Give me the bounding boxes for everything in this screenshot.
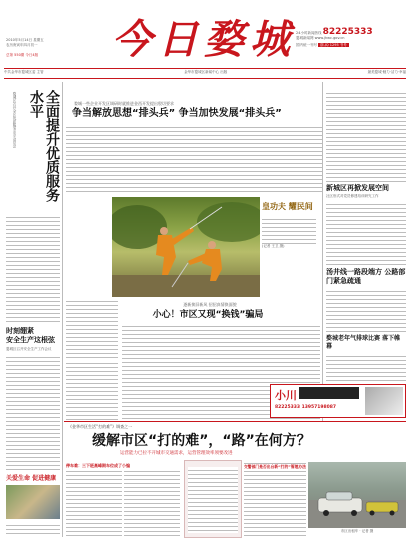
nav-right: 最美婺城·魅力·活力·幸福 bbox=[367, 70, 406, 74]
left-side-note: 婺城区召开全区优质服务水平动员会 bbox=[13, 92, 17, 148]
issue-number: 总第 550期 今日4版 bbox=[6, 53, 39, 57]
center-headline: 小心！市区又现“换钱”骗局 bbox=[152, 310, 264, 320]
advert-phone: 82225333 13957198087 bbox=[275, 405, 337, 410]
bottom-box-head: 停车难：三下班高峰期车位成了小编 bbox=[66, 463, 180, 468]
advert-banner bbox=[299, 387, 359, 399]
photo-caption-box bbox=[262, 201, 316, 261]
bottom-kicker: 《金华市区生活“打的难”》调查之一 bbox=[68, 424, 133, 429]
issue-lunar: 农历庚寅年四月初一 bbox=[6, 43, 38, 47]
left-bottom-photo bbox=[6, 485, 60, 519]
masthead-rule bbox=[4, 68, 406, 69]
nav-left: 中共金华市婺城区委 主管 bbox=[4, 70, 44, 74]
column-divider-left bbox=[62, 82, 63, 537]
nav-center: 金华市婺城区新闻中心 出版 bbox=[184, 70, 228, 74]
bottom-text-col-2 bbox=[124, 460, 180, 538]
bottom-rule bbox=[64, 421, 406, 422]
photo-caption: 皇功夫 耀民间 bbox=[262, 202, 313, 211]
taxi-street-image bbox=[308, 462, 406, 528]
right-head-3: 婺城老年气排球比赛 落下帷幕 bbox=[326, 335, 401, 350]
issue-info bbox=[6, 38, 96, 58]
bottom-inset-box bbox=[184, 460, 242, 538]
cn-code: 浙-JQ 1295 书号 bbox=[320, 43, 347, 47]
hotline-label: 24小时新闻热线 bbox=[296, 31, 322, 35]
bottom-text-col-3 bbox=[244, 460, 306, 538]
center-left-text bbox=[66, 298, 118, 358]
center-kicker: 逐新换旧新风 招招真情换面貌 bbox=[183, 302, 237, 307]
logo-text: 今日婺城 bbox=[112, 16, 296, 63]
bottom-deck: 运营能力已拉不开城市交通需求，运营管理效率须要改进 bbox=[120, 451, 233, 456]
left-sub-note: 婺城区召开安全生产工作会议 bbox=[6, 347, 52, 351]
bottom-headline: 缓解市区“打的难”，“路”在何方？ bbox=[92, 433, 311, 449]
right-body-text-3 bbox=[326, 288, 406, 332]
website-label: 婺城新闻网 www.jhwc.gov.cn bbox=[296, 36, 345, 40]
bottom-inset-text bbox=[188, 467, 238, 533]
left-sub-headline bbox=[6, 327, 60, 345]
left-column bbox=[4, 82, 60, 537]
issue-date: 2010年5月14日 星期五 bbox=[6, 38, 44, 42]
right-body-text-2 bbox=[326, 201, 406, 265]
left-body-text-2 bbox=[6, 354, 60, 472]
bottom-photo-note: 市区出租车 · 记者 摄 bbox=[340, 529, 374, 533]
hotline-block bbox=[296, 27, 406, 48]
right-head-2: 汤井线一路段端方 公路部门紧急疏通 bbox=[326, 268, 406, 285]
photo-credit: (记者 王卫 摄) bbox=[262, 244, 285, 248]
masthead-logo bbox=[104, 12, 304, 68]
lead-photo bbox=[112, 197, 260, 297]
left-sub2: 安全生产这根弦 bbox=[6, 336, 55, 344]
right-head-1-note: 社区形式对党员修建培训研究工作 bbox=[326, 194, 379, 198]
bottom-inset-head: 交警部门是否出台新“打的”管理办法 bbox=[244, 464, 306, 469]
bottom-photo bbox=[308, 462, 406, 528]
advert-image bbox=[365, 387, 403, 415]
photo-caption-text bbox=[262, 216, 316, 244]
right-body-text-1 bbox=[326, 90, 406, 182]
left-headline: 全面提升优质服务水平 bbox=[28, 90, 60, 202]
hotline-number: 82225333 bbox=[322, 27, 373, 37]
left-bottom-headline: 关爱生命 促进健康 bbox=[6, 475, 57, 482]
advert-box bbox=[270, 384, 406, 418]
cn-label: 国内统一刊号 bbox=[296, 43, 317, 47]
left-bottom-text bbox=[6, 522, 60, 537]
left-body-text bbox=[6, 214, 60, 324]
lead-headline: 争当解放思想“排头兵” 争当加快发展“排头兵” bbox=[72, 108, 282, 119]
lead-body-text bbox=[66, 124, 322, 194]
lead-kicker: 婺城一些企业开发区调研时就推进金西开发提出殷切要求 bbox=[74, 101, 174, 106]
center-left-text-2 bbox=[66, 360, 118, 420]
nav-bar bbox=[4, 70, 406, 77]
left-sub1: 时刻绷紧 bbox=[6, 327, 34, 335]
nav-rule bbox=[4, 78, 406, 79]
right-head-1: 新城区再掀发展空间 bbox=[326, 184, 389, 192]
column-divider-right bbox=[322, 82, 323, 422]
bottom-text-col-1 bbox=[66, 460, 122, 538]
right-body-text-4 bbox=[326, 353, 406, 381]
advert-label: 小川 bbox=[275, 389, 297, 402]
martial-arts-figures bbox=[112, 197, 260, 297]
